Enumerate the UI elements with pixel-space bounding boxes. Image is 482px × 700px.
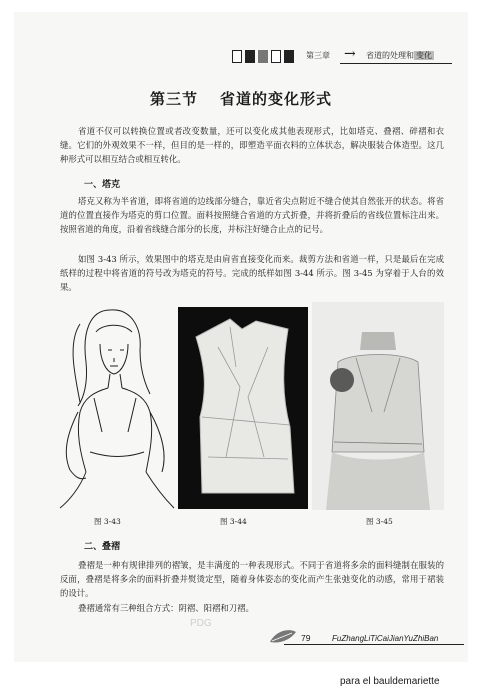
section-name: 省道的变化形式 [220, 90, 333, 108]
intro-paragraph: 省道不仅可以转换位置或者改变数量，还可以变化成其他表现形式，比如塔克、叠褶、碎褶和衣缝。它们的外观效果不一样，但目的是一样的，即塑造平面衣料的立体状态，解决服装合体造型。这几种形式可以相互结合或相互转化。 [60, 126, 444, 165]
section-number: 第三节 [149, 90, 198, 108]
credit-text: para el bauldemariette [340, 676, 440, 687]
header-rule [340, 63, 452, 64]
header-square-icon [284, 50, 294, 63]
footer-rule [284, 644, 464, 645]
header-square-icon [258, 50, 268, 63]
tuck-paragraph-1: 塔克又称为半省道，即将省道的边线部分缝合，靠近省尖点附近不缝合使其自然张开的状态。将省道的位置直接作为塔克的剪口位置。面料按照缝合省道的方式折叠，并将折叠后的省线位置标注出来。按照省道的角度，沿着省线缝合部分的长度，并标注好缝合止点的记号。 [60, 196, 444, 235]
header-square-icon [245, 50, 255, 63]
book-page [14, 12, 468, 662]
caption-3-45: 图 3-45 [366, 517, 393, 526]
heading-pleat: 二、叠褶 [84, 542, 121, 552]
caption-3-43: 图 3-43 [94, 517, 121, 526]
header-square-icon [271, 50, 281, 63]
header-square-icon [232, 50, 242, 63]
figure-3-45-photo [312, 302, 444, 510]
tuck-paragraph-2: 如图 3-43 所示，效果图中的塔克是由肩省直接变化而来。裁剪方法和省道一样，只是最后在完成纸样的过程中将省道的符号改为塔克的符号。完成的纸样如图 3-44 所示。图 3-45 为穿着于人台的效果。 [60, 254, 444, 293]
arrow-right-icon: → [344, 46, 356, 62]
heading-tuck: 一、塔克 [84, 180, 121, 190]
caption-3-44: 图 3-44 [220, 517, 247, 526]
dress-form-image [312, 302, 444, 510]
header-section [366, 50, 434, 61]
pleat-paragraph-2: 叠褶通常有三种组合方式：阴褶、阳褶和刀褶。 [78, 603, 254, 613]
footer-brand: FuZhangLiTiCaiJianYuZhiBan [332, 634, 439, 643]
watermark-text: PDG [190, 618, 212, 629]
figure-3-44-photo [178, 307, 308, 509]
header-section-highlight: 变化 [416, 51, 432, 60]
header-chapter: 第三章 [306, 51, 330, 60]
pleat-paragraph-1: 叠褶是一种有规律排列的褶皱，是丰满度的一种表现形式。不同于省道将多余的面料缝制在服装的反面，叠褶是将多余的面料折叠并熨烫定型，随着身体姿态的变化而产生张弛变化的动感，常用于裙装的设计。 [60, 560, 444, 599]
header-section-text: 省道的处理和 [366, 51, 414, 60]
page-number: 79 [301, 633, 311, 643]
pattern-piece-image [178, 307, 308, 509]
figure-3-43-sketch [50, 302, 182, 514]
section-title [14, 88, 468, 109]
